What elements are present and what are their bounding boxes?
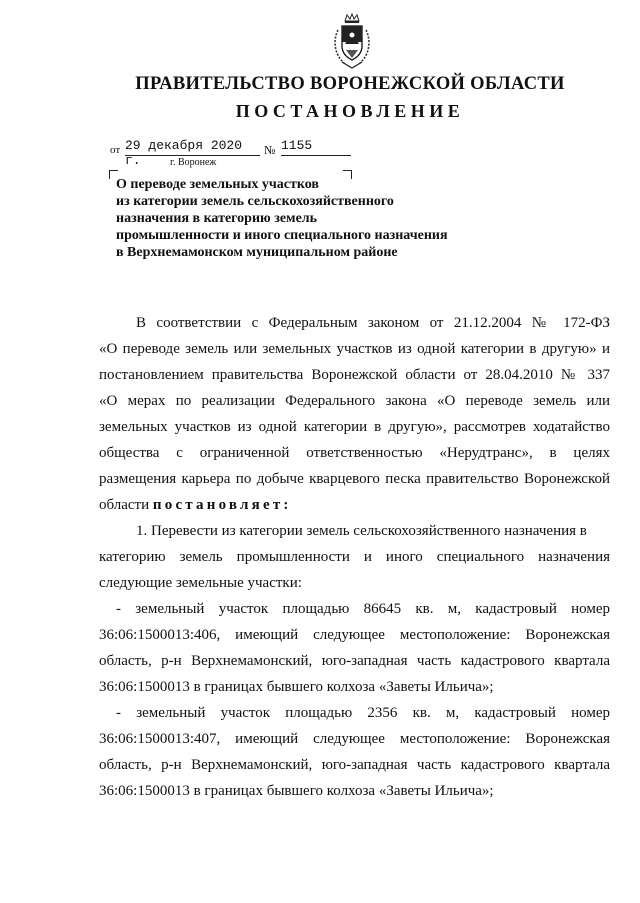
parcel-1-line: область, р-н Верхнемамонский, юго-западная часть кадастрового квартала — [99, 653, 610, 669]
subject-line: в Верхнемамонском муниципальном районе — [116, 245, 398, 260]
government-name: ПРАВИТЕЛЬСТВО ВОРОНЕЖСКОЙ ОБЛАСТИ — [135, 74, 565, 94]
body-line: постановлением правительства Воронежской области от 28.04.2010 № 337 — [99, 367, 610, 383]
subject-line: назначения в категорию земель — [116, 211, 318, 226]
parcel-2-line: 36:06:1500013:407, имеющий следующее местоположение: Воронежская — [99, 731, 610, 747]
parcel-2-line: область, р-н Верхнемамонский, юго-западная часть кадастрового квартала — [99, 757, 610, 773]
document-date: 29 декабря 2020 г. — [125, 138, 260, 156]
body-line-decree — [99, 497, 292, 514]
subject-line: из категории земель сельскохозяйственного — [116, 194, 394, 209]
coat-of-arms-emblem — [330, 12, 374, 70]
document-subject — [116, 176, 496, 261]
body-line: размещения карьера по добыче кварцевого песка правительство Воронежской — [99, 471, 610, 487]
number-prefix-label: № — [264, 143, 276, 157]
parcel-1-line: 36:06:1500013:406, имеющий следующее местоположение: Воронежская — [99, 627, 610, 643]
subject-line: промышленности и иного специального назначения — [116, 228, 448, 243]
item-1-line: 1. Перевести из категории земель сельскохозяйственного назначения в — [136, 523, 587, 539]
body-text: области — [99, 497, 150, 513]
parcel-1-line: - земельный участок площадью 86645 кв. м, кадастровый номер — [116, 601, 610, 617]
parcel-2-line: 36:06:1500013 в границах бывшего колхоза «Заветы Ильича»; — [99, 783, 494, 799]
document-number: 1155 — [281, 138, 351, 156]
body-line: В соответствии с Федеральным законом от 21.12.2004 № 172-ФЗ — [136, 315, 610, 331]
item-1-line: следующие земельные участки: — [99, 575, 302, 591]
decree-word: постановляет: — [152, 497, 292, 513]
body-line: земельных участков из одной категории в другую», рассмотрев ходатайство — [99, 419, 610, 435]
city-label: г. Воронеж — [170, 157, 217, 168]
parcel-1-line: 36:06:1500013 в границах бывшего колхоза «Заветы Ильича»; — [99, 679, 494, 695]
body-line: общества с ограниченной ответственностью «Нерудтранс», в целях — [99, 445, 610, 461]
body-line: «О переводе земель или земельных участков из одной категории в другую» и — [99, 341, 610, 357]
document-kind-title: ПОСТАНОВЛЕНИЕ — [235, 101, 465, 121]
date-prefix-label: от — [110, 144, 121, 156]
parcel-2-line: - земельный участок площадью 2356 кв. м, кадастровый номер — [116, 705, 610, 721]
body-line: «О мерах по реализации Федерального закона «О переводе земель или — [99, 393, 610, 409]
subject-line: О переводе земельных участков — [116, 177, 319, 192]
item-1-line: категорию земель промышленности и иного специального назначения — [99, 549, 610, 565]
